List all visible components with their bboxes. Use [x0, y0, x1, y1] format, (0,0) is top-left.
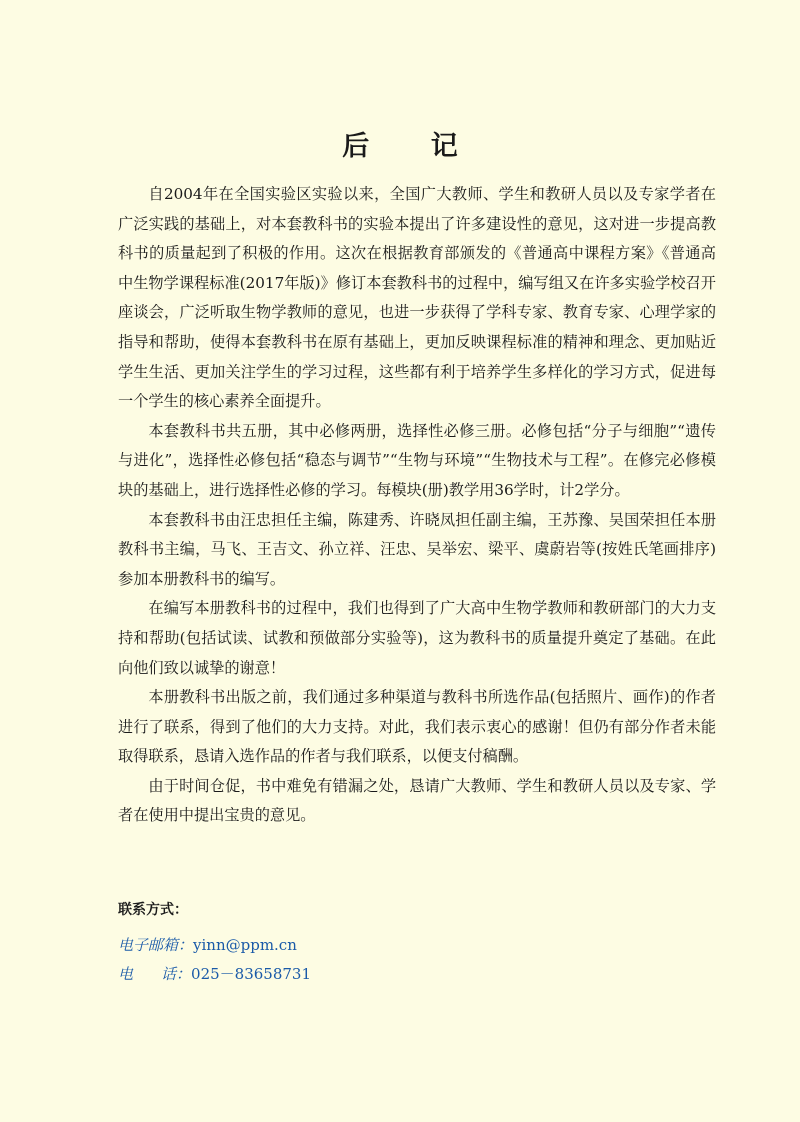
phone-number: 025－83658731 — [191, 965, 312, 983]
contact-section — [118, 896, 311, 989]
paragraph-4: 在编写本册教科书的过程中，我们也得到了广大高中生物学教师和教研部门的大力支持和帮助(包括试读、试教和预做部分实验等)，这为教科书的质量提升奠定了基础。在此向他们致以诚挚的谢意！ — [118, 599, 716, 677]
email-line — [118, 931, 311, 960]
paragraph-3: 本套教科书由汪忠担任主编，陈建秀、许晓凤担任副主编，王苏豫、吴国荣担任本册教科书主编，马飞、王吉文、孙立祥、汪忠、吴举宏、梁平、虞蔚岩等(按姓氏笔画排序)参加本册教科书的编写。 — [118, 510, 716, 588]
paragraph-6: 由于时间仓促，书中难免有错漏之处，恳请广大教师、学生和教研人员以及专家、学者在使用中提出宝贵的意见。 — [118, 776, 716, 825]
phone-label-char-2: 话： — [161, 965, 192, 983]
paragraph-2: 本套教科书共五册，其中必修两册，选择性必修三册。必修包括“分子与细胞”“遗传与进化”，选择性必修包括“稳态与调节”“生物与环境”“生物技术与工程”。在修完必修模块的基础上，进行选择性必修的学习。每模块(册)教学用36学时，计2学分。 — [118, 421, 716, 499]
paragraph-5: 本册教科书出版之前，我们通过多种渠道与教科书所选作品(包括照片、画作)的作者进行了联系，得到了他们的大力支持。对此，我们表示衷心的感谢！但仍有部分作者未能取得联系，恳请入选作品的作者与我们联系，以便支付稿酬。 — [118, 688, 716, 766]
page-title: 后 记 — [342, 131, 484, 162]
contact-heading: 联系方式： — [118, 902, 188, 918]
email-address[interactable]: yinn@ppm.cn — [193, 936, 297, 954]
paragraph-1: 自2004年在全国实验区实验以来，全国广大教师、学生和教研人员以及专家学者在广泛实践的基础上，对本套教科书的实验本提出了许多建设性的意见，这对进一步提高教科书的质量起到了积极的作用。这次在根据教育部颁发的《普通高中课程方案》《普通高中生物学课程标准(2017年版)》修订本套教科书的过程中，编写组又在许多实验学校召开座谈会，广泛听取生物学教师的意见，也进一步获得了学科专家、教育专家、心理学家的指导和帮助，使得本套教科书在原有基础上，更加反映课程标准的精神和理念、更加贴近学生生活、更加关注学生的学习过程，这些都有利于培养学生多样化的学习方式，促进每一个学生的核心素养全面提升。 — [118, 185, 716, 411]
body-text — [118, 180, 716, 831]
email-label: 电子邮箱： — [118, 936, 194, 954]
phone-line — [118, 960, 311, 989]
phone-label-char-1: 电 — [118, 965, 134, 983]
